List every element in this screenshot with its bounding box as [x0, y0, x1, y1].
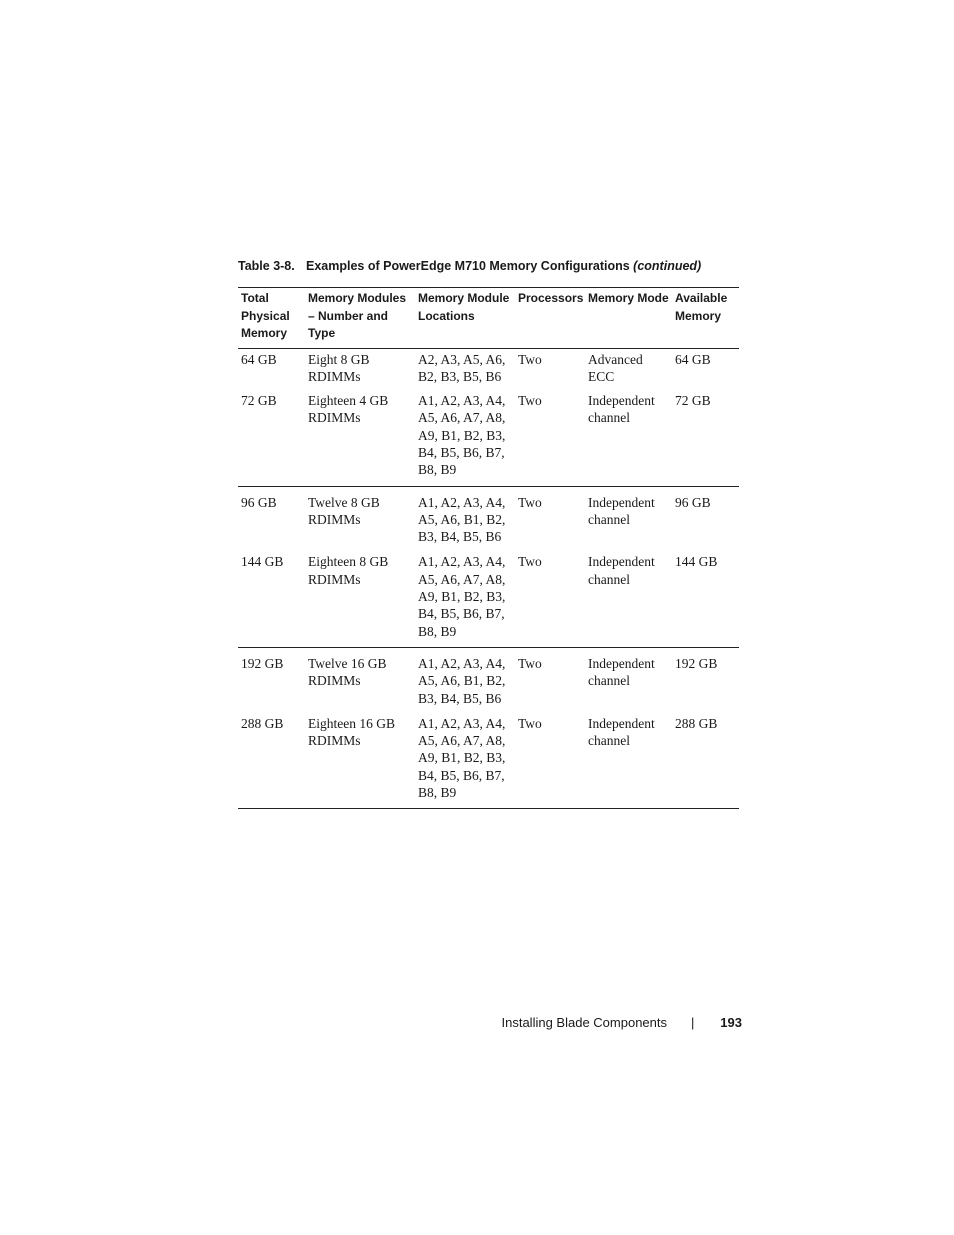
cell-memory-module-locations: A1, A2, A3, A4, A5, A6, A7, A8, A9, B1, B2, B3, B4, B5, B6, B7, B8, B9	[415, 385, 515, 486]
cell-total-physical-memory: 144 GB	[238, 553, 305, 647]
cell-memory-module-locations: A1, A2, A3, A4, A5, A6, B1, B2, B3, B4, B5, B6	[418, 494, 506, 545]
cell-total-physical-memory: 192 GB	[241, 655, 284, 671]
header-memory-module-locations: Memory Module Locations	[415, 288, 515, 349]
cell-memory-module-locations: A1, A2, A3, A4, A5, A6, A7, A8, A9, B1, B2, B3, B4, B5, B6, B7, B8, B9	[415, 715, 515, 809]
cell-memory-mode: Independent channel	[585, 385, 672, 486]
table-row	[238, 348, 739, 385]
cell-available-memory: 192 GB	[675, 655, 718, 671]
footer-separator: |	[691, 1015, 695, 1030]
table-row	[238, 647, 739, 714]
cell-total-physical-memory: 96 GB	[241, 494, 277, 510]
table-title: Examples of PowerEdge M710 Memory Configurations	[306, 259, 630, 273]
cell-memory-mode: Independent channel	[588, 494, 655, 527]
cell-available-memory: 64 GB	[675, 351, 711, 367]
table-row	[238, 715, 739, 809]
header-memory-mode: Memory Mode	[585, 288, 672, 349]
cell-memory-mode: Advanced ECC	[588, 351, 643, 384]
table-row	[238, 553, 739, 647]
cell-memory-modules: Eighteen 16 GB RDIMMs	[305, 715, 415, 809]
cell-memory-modules: Twelve 8 GB RDIMMs	[308, 494, 380, 527]
cell-available-memory: 288 GB	[672, 715, 739, 809]
table-row	[238, 486, 739, 553]
page-number: 193	[720, 1015, 742, 1030]
cell-processors: Two	[515, 553, 585, 647]
cell-memory-modules: Eighteen 4 GB RDIMMs	[305, 385, 415, 486]
cell-processors: Two	[518, 494, 542, 510]
cell-available-memory: 96 GB	[675, 494, 711, 510]
cell-memory-module-locations: A2, A3, A5, A6, B2, B3, B5, B6	[418, 351, 506, 384]
cell-available-memory: 72 GB	[672, 385, 739, 486]
cell-memory-mode: Independent channel	[585, 553, 672, 647]
cell-memory-module-locations: A1, A2, A3, A4, A5, A6, B1, B2, B3, B4, B5, B6	[418, 655, 506, 706]
header-memory-modules: Memory Modules – Number and Type	[305, 288, 415, 349]
table-caption	[238, 259, 758, 273]
table-number: Table 3-8.	[238, 259, 295, 273]
table-header-row	[238, 288, 739, 349]
memory-configurations-table	[238, 287, 739, 809]
cell-available-memory: 144 GB	[672, 553, 739, 647]
cell-memory-mode: Independent channel	[585, 715, 672, 809]
cell-processors: Two	[518, 655, 542, 671]
cell-memory-modules: Eight 8 GB RDIMMs	[308, 351, 370, 384]
cell-memory-mode: Independent channel	[588, 655, 655, 689]
footer-section-title: Installing Blade Components	[501, 1015, 667, 1030]
header-processors: Processors	[515, 288, 585, 349]
cell-total-physical-memory: 64 GB	[241, 351, 277, 367]
header-available-memory: Available Memory	[672, 288, 739, 349]
header-total-physical-memory: Total Physical Memory	[238, 288, 305, 349]
cell-total-physical-memory: 72 GB	[238, 385, 305, 486]
cell-processors: Two	[518, 351, 542, 367]
cell-memory-modules: Twelve 16 GB RDIMMs	[308, 655, 387, 689]
cell-memory-modules: Eighteen 8 GB RDIMMs	[305, 553, 415, 647]
cell-total-physical-memory: 288 GB	[238, 715, 305, 809]
cell-processors: Two	[515, 385, 585, 486]
table-continued-label: (continued)	[633, 259, 702, 273]
cell-memory-module-locations: A1, A2, A3, A4, A5, A6, A7, A8, A9, B1, B2, B3, B4, B5, B6, B7, B8, B9	[415, 553, 515, 647]
cell-processors: Two	[515, 715, 585, 809]
table-row	[238, 385, 739, 486]
